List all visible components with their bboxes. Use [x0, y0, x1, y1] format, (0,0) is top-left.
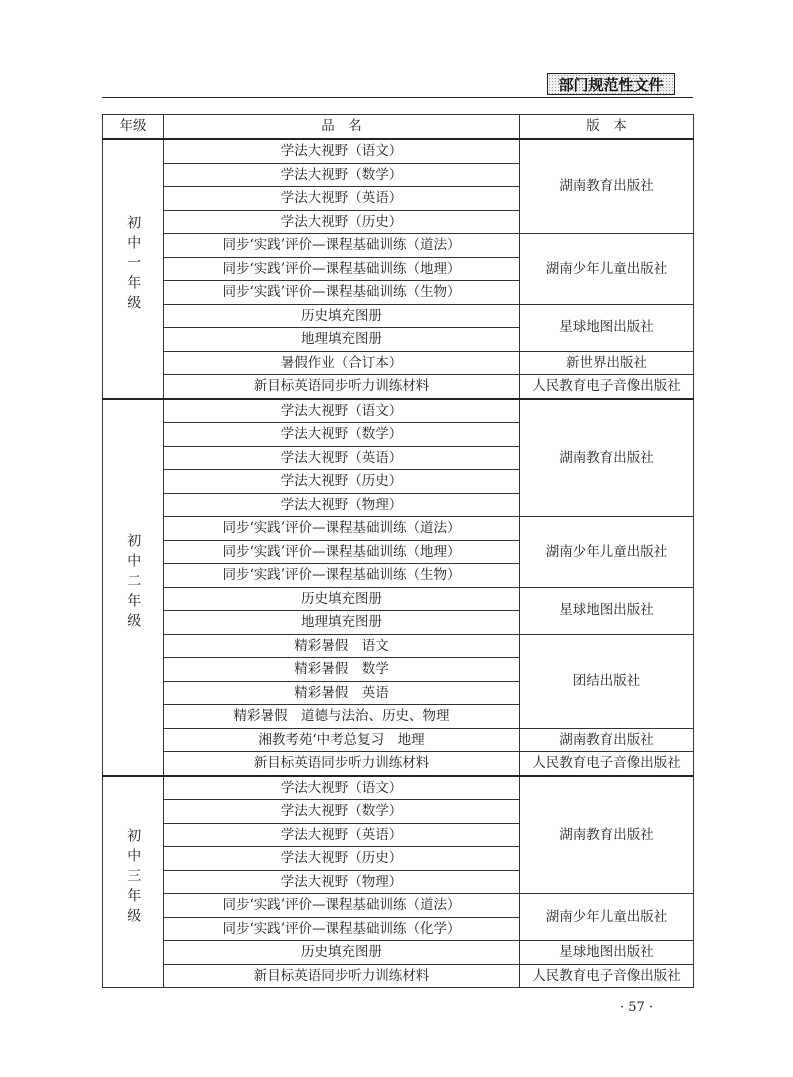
item-cell: 历史填充图册: [164, 941, 520, 965]
item-cell: 地理填充图册: [164, 328, 520, 352]
publisher-cell: 湖南教育出版社: [520, 728, 694, 752]
publisher-cell: 湖南教育出版社: [520, 139, 694, 234]
header-rule: [102, 97, 693, 98]
item-cell: 学法大视野（物理）: [164, 870, 520, 894]
item-cell: 精彩暑假 道德与法治、历史、物理: [164, 705, 520, 729]
bookstable: [102, 114, 694, 988]
item-cell: 学法大视野（英语）: [164, 187, 520, 211]
item-cell: 学法大视野（历史）: [164, 210, 520, 234]
table-row: [103, 634, 694, 658]
item-cell: 同步‘实践’评价—课程基础训练（地理）: [164, 540, 520, 564]
table-row: [103, 399, 694, 423]
table-row: [103, 941, 694, 965]
item-cell: 学法大视野（历史）: [164, 470, 520, 494]
section-label: 部门规范性文件: [558, 75, 664, 94]
section-label-box: [547, 73, 675, 95]
item-cell: 新目标英语同步听力训练材料: [164, 964, 520, 988]
item-cell: 学法大视野（物理）: [164, 493, 520, 517]
item-cell: 学法大视野（数学）: [164, 423, 520, 447]
item-cell: 同步‘实践’评价—课程基础训练（道法）: [164, 894, 520, 918]
item-cell: 精彩暑假 数学: [164, 658, 520, 682]
publisher-cell: 湖南教育出版社: [520, 776, 694, 894]
item-cell: 暑假作业（合订本）: [164, 351, 520, 375]
item-cell: 学法大视野（数学）: [164, 800, 520, 824]
page-number: · 57 ·: [620, 1000, 654, 1015]
table-row: [103, 776, 694, 800]
table-row: [103, 375, 694, 399]
table-row: [103, 139, 694, 163]
table-row: [103, 234, 694, 258]
publisher-cell: 湖南少年儿童出版社: [520, 517, 694, 588]
item-cell: 同步‘实践’评价—课程基础训练（生物）: [164, 564, 520, 588]
col-header-edition: 版 本: [520, 115, 694, 140]
item-cell: 学法大视野（语文）: [164, 399, 520, 423]
table-header-row: [103, 115, 694, 140]
item-cell: 同步‘实践’评价—课程基础训练（生物）: [164, 281, 520, 305]
item-cell: 同步‘实践’评价—课程基础训练（地理）: [164, 257, 520, 281]
item-cell: 精彩暑假 英语: [164, 681, 520, 705]
table-row: [103, 752, 694, 776]
publisher-cell: 湖南少年儿童出版社: [520, 894, 694, 941]
table-row: [103, 587, 694, 611]
publisher-cell: 星球地图出版社: [520, 304, 694, 351]
item-cell: 新目标英语同步听力训练材料: [164, 375, 520, 399]
table-row: [103, 351, 694, 375]
item-cell: 学法大视野（英语）: [164, 823, 520, 847]
table-row: [103, 728, 694, 752]
col-header-item: 品 名: [164, 115, 520, 140]
grade-cell: 初中三年级: [103, 776, 164, 988]
item-cell: 精彩暑假 语文: [164, 634, 520, 658]
item-cell: 学法大视野（语文）: [164, 776, 520, 800]
item-cell: 历史填充图册: [164, 304, 520, 328]
col-header-grade: 年级: [103, 115, 164, 140]
grade-cell: 初中二年级: [103, 399, 164, 776]
table-row: [103, 517, 694, 541]
item-cell: 湘教考苑‘中考总复习 地理: [164, 728, 520, 752]
table-row: [103, 304, 694, 328]
publisher-cell: 星球地图出版社: [520, 941, 694, 965]
item-cell: 学法大视野（语文）: [164, 139, 520, 163]
publisher-cell: 人民教育电子音像出版社: [520, 375, 694, 399]
publisher-cell: 湖南少年儿童出版社: [520, 234, 694, 305]
item-cell: 同步‘实践’评价—课程基础训练（化学）: [164, 917, 520, 941]
publisher-cell: 人民教育电子音像出版社: [520, 752, 694, 776]
item-cell: 地理填充图册: [164, 611, 520, 635]
item-cell: 学法大视野（历史）: [164, 847, 520, 871]
grade-cell: 初中一年级: [103, 139, 164, 399]
item-cell: 新目标英语同步听力训练材料: [164, 752, 520, 776]
item-cell: 学法大视野（英语）: [164, 446, 520, 470]
publisher-cell: 人民教育电子音像出版社: [520, 964, 694, 988]
table-row: [103, 964, 694, 988]
table-row: [103, 894, 694, 918]
item-cell: 同步‘实践’评价—课程基础训练（道法）: [164, 517, 520, 541]
item-cell: 同步‘实践’评价—课程基础训练（道法）: [164, 234, 520, 258]
publisher-cell: 新世界出版社: [520, 351, 694, 375]
publisher-cell: 星球地图出版社: [520, 587, 694, 634]
publisher-cell: 团结出版社: [520, 634, 694, 728]
item-cell: 历史填充图册: [164, 587, 520, 611]
item-cell: 学法大视野（数学）: [164, 163, 520, 187]
publisher-cell: 湖南教育出版社: [520, 399, 694, 517]
